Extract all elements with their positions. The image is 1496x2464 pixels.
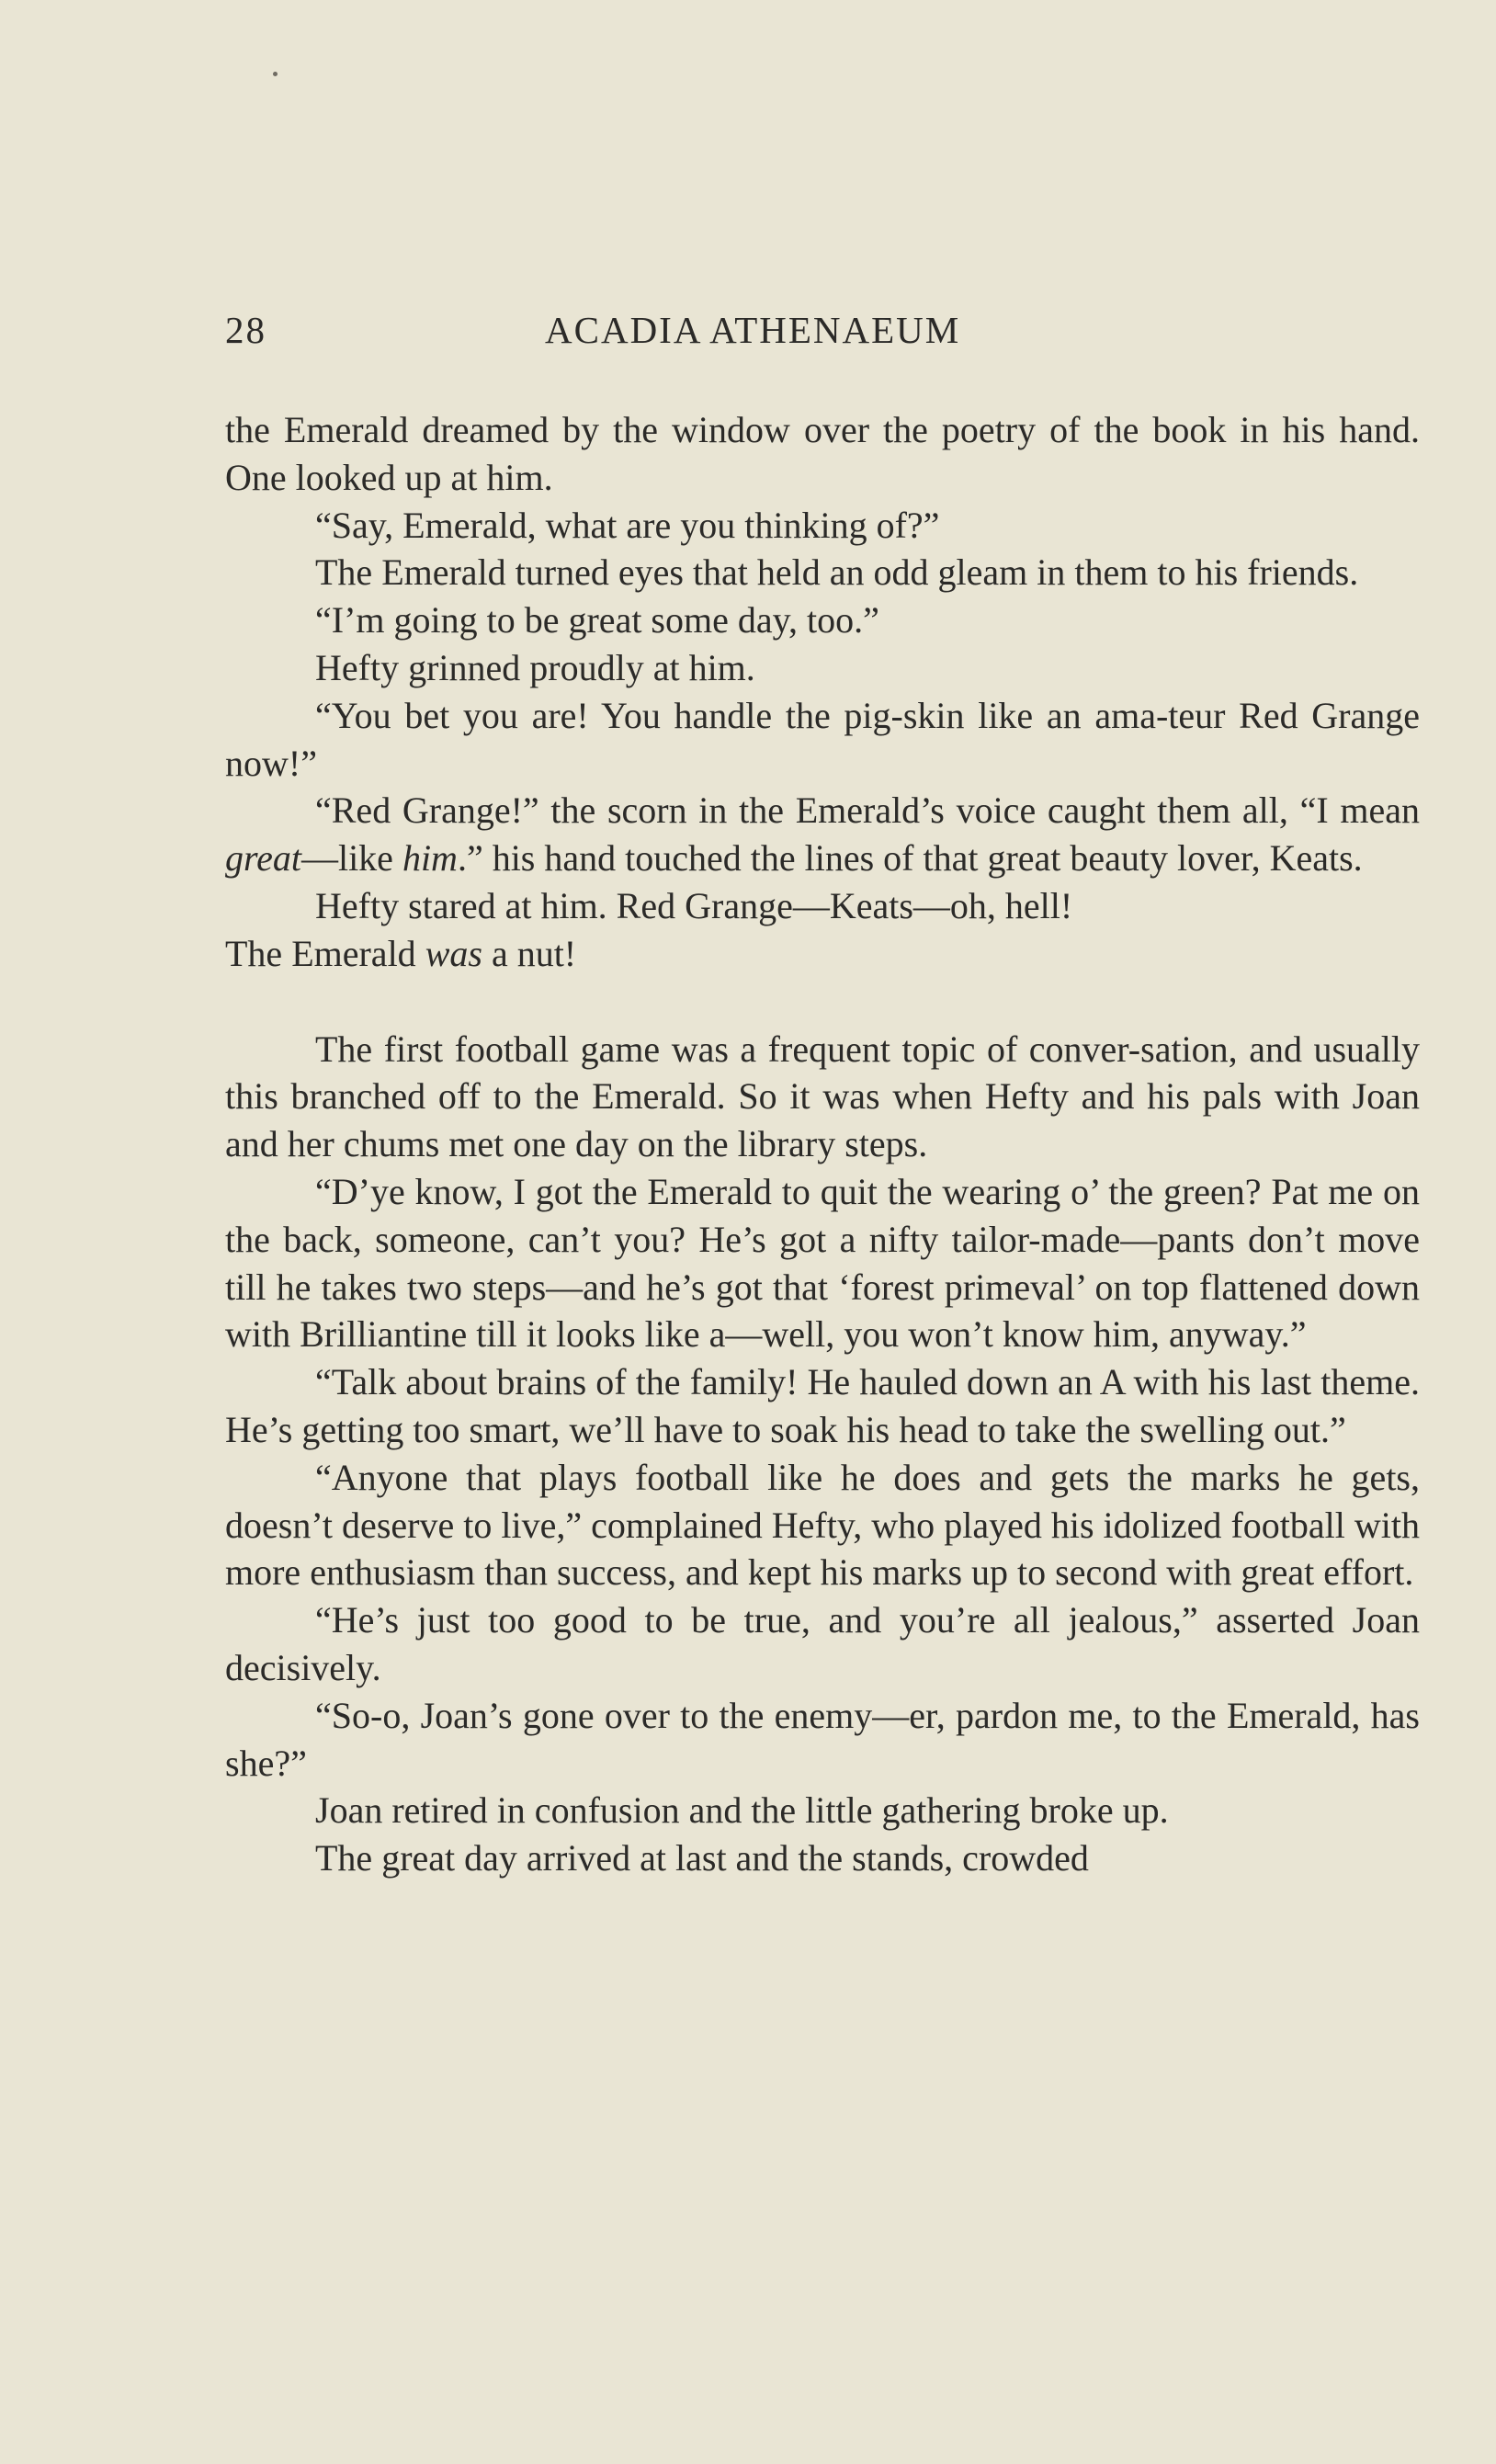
text-run: a nut! — [482, 932, 577, 974]
paper-speck — [273, 72, 278, 76]
journal-title: ACADIA ATHENAEUM — [545, 309, 961, 351]
paragraph: “Say, Emerald, what are you thinking of?” — [315, 504, 940, 546]
running-head — [225, 308, 1420, 363]
paragraph: Hefty grinned proudly at him. — [315, 646, 755, 688]
text-run: “Red Grange!” the scorn in the Emerald’s voice caught them all, “I mean — [315, 789, 1420, 832]
paragraph: The Emerald turned eyes that held an odd gleam in them to his friends. — [315, 551, 1359, 594]
paragraph: “So-o, Joan’s gone over to the enemy—er, pardon me, to the Emerald, has she?” — [225, 1694, 1420, 1784]
paragraph: the Emerald dreamed by the window over the poetry of the book in his hand. One looked up at him. — [225, 409, 1420, 498]
paragraph — [225, 930, 1420, 978]
paragraph: “You bet you are! You handle the pig-skin like an ama-teur Red Grange now!” — [225, 694, 1420, 784]
paragraph: Hefty stared at him. Red Grange—Keats—oh, hell! — [315, 884, 1073, 926]
paragraph: “D’ye know, I got the Emerald to quit the wearing o’ the green? Pat me on the back, someone, can’t you? He’s got a nifty tailor-made—pants don’t move till he takes two steps—and he’s got that ‘forest primeval’ on top flattened down with Brilliantine till it looks like a—well, you won’t know him, anyway.” — [225, 1170, 1420, 1356]
paragraph: The first football game was a frequent topic of conver-sation, and usually this branched off to the Emerald. So it was when Hefty and his pals with Joan and her chums met one day on the library steps. — [225, 1028, 1420, 1165]
text-run: .” his hand touched the lines of that great beauty lover, Keats. — [457, 837, 1363, 880]
italic-text: him — [402, 837, 458, 880]
paragraph: “Anyone that plays football like he does and gets the marks he gets, doesn’t deserve to live,” complained Hefty, who played his idolized football with more enthusiasm than success, and kept his marks up to second with great effort. — [225, 1456, 1420, 1594]
paragraph — [225, 787, 1420, 882]
italic-text: great — [225, 837, 301, 880]
text-run: The Emerald — [225, 932, 425, 974]
italic-text: was — [425, 932, 482, 974]
text-run: —like — [300, 837, 402, 880]
paragraph: “Talk about brains of the family! He hauled down an A with his last theme. He’s getting too smart, we’ll have to soak his head to take the swelling out.” — [225, 1361, 1420, 1450]
paragraph: Joan retired in confusion and the little gathering broke up. — [315, 1789, 1169, 1832]
paragraph: “He’s just too good to be true, and you’re all jealous,” asserted Joan decisively. — [225, 1599, 1420, 1688]
paragraph: The great day arrived at last and the stands, crowded — [315, 1837, 1089, 1879]
body-text — [225, 406, 1420, 1882]
paragraph: “I’m going to be great some day, too.” — [315, 599, 879, 642]
page-number: 28 — [225, 309, 266, 351]
